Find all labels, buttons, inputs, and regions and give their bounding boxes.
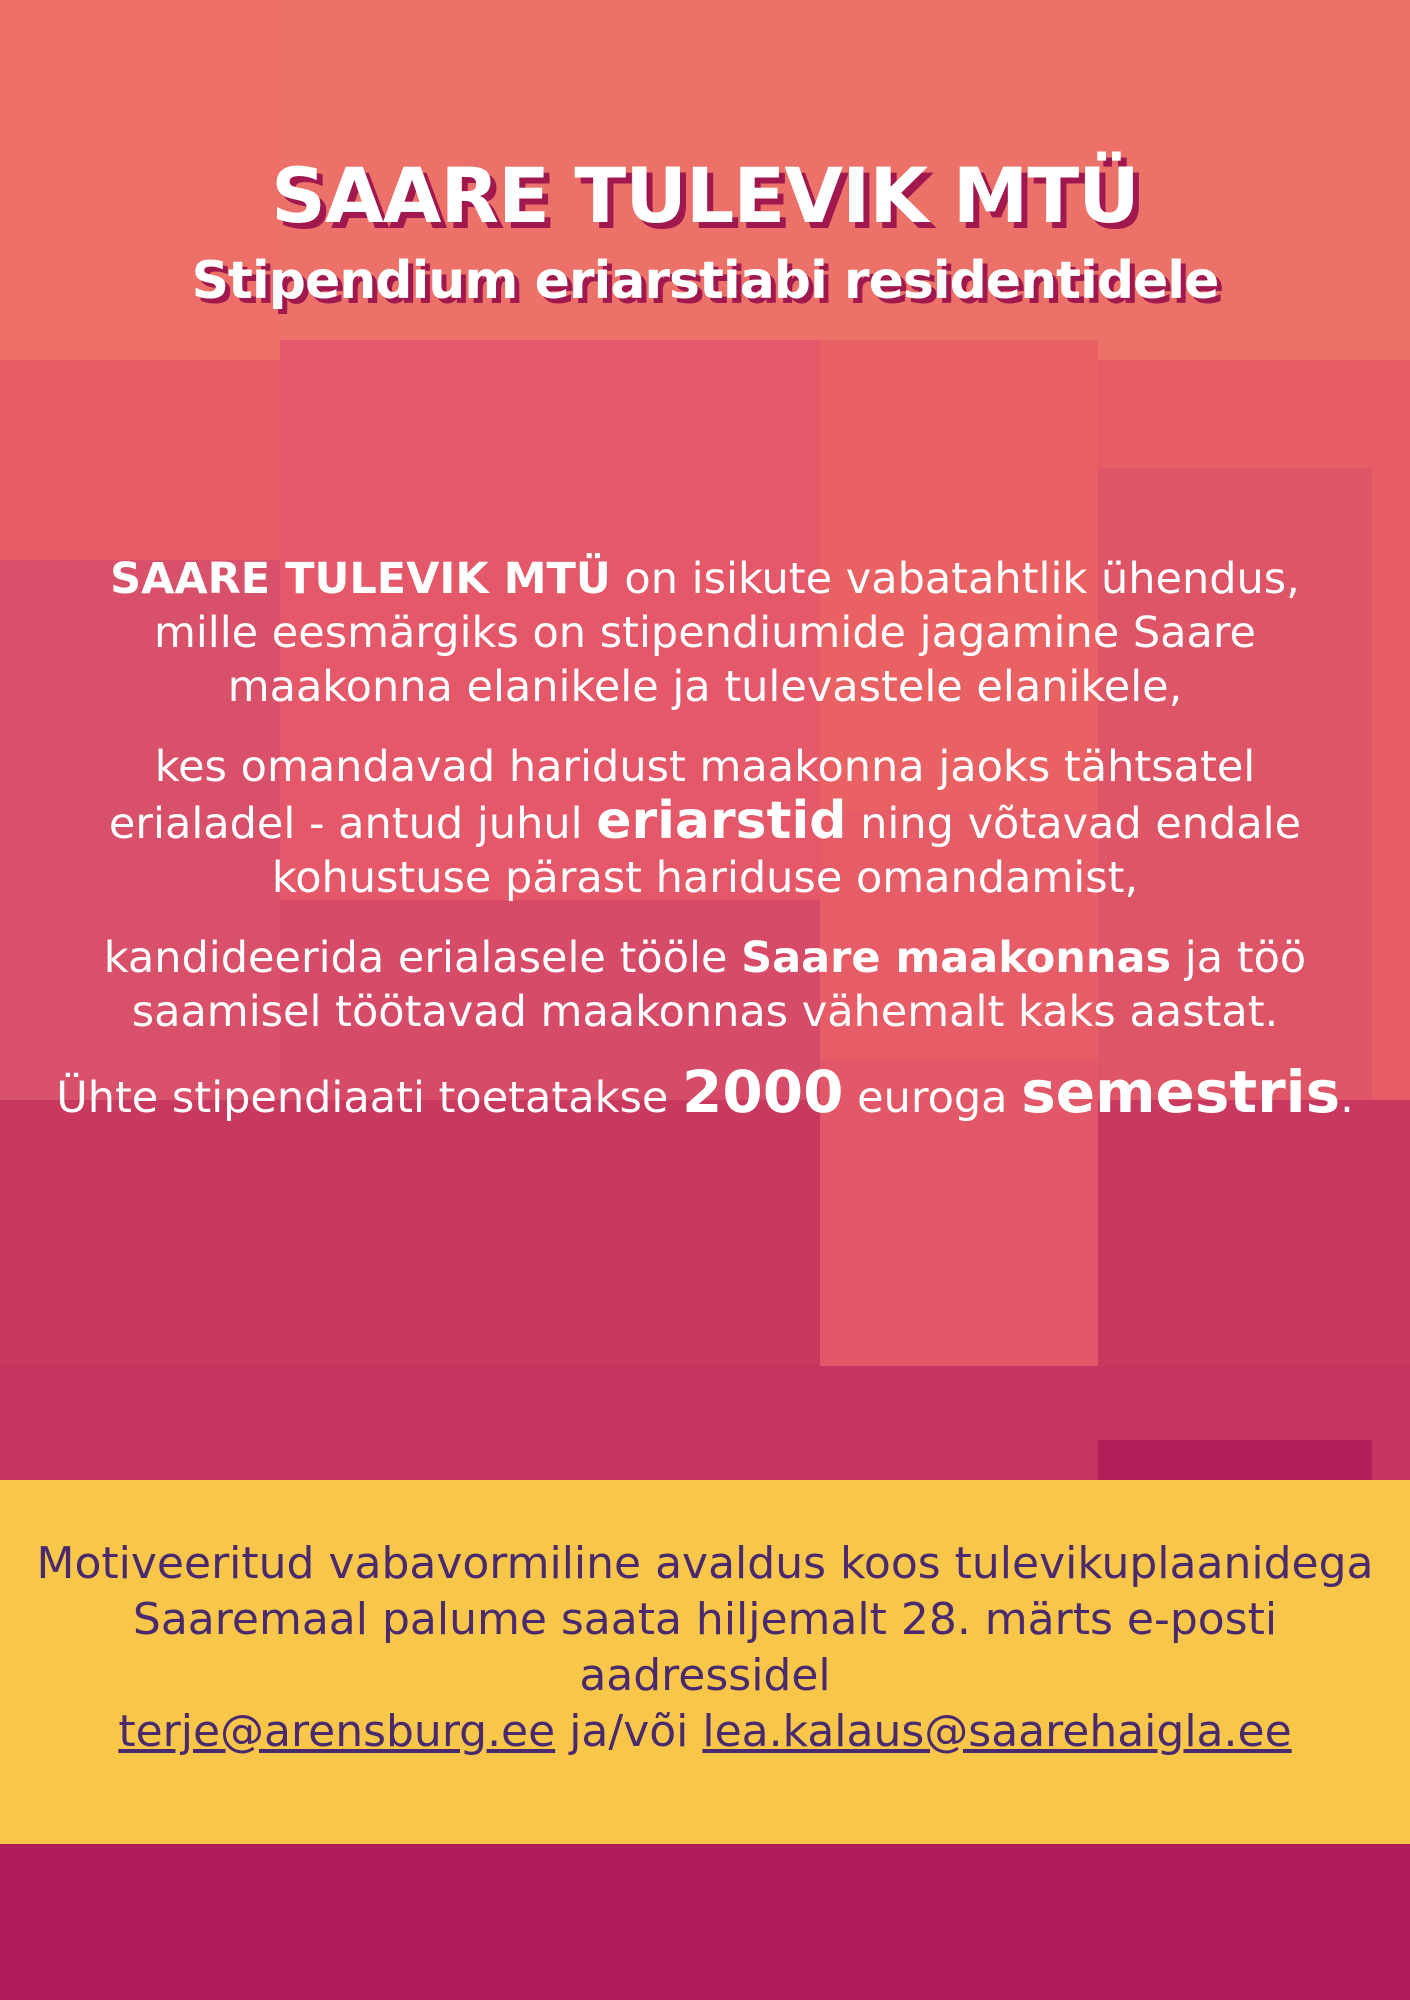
email-link-terje[interactable]: terje@arensburg.ee xyxy=(118,1706,556,1757)
semester-highlight: semestris xyxy=(1021,1058,1341,1126)
page-title: SAARE TULEVIK MTÜ xyxy=(271,151,1139,240)
education-text-start: kes omandavad haridust maakonna jaoks tähtsatel erialadel - antud juhul xyxy=(108,742,1256,849)
page-subtitle: Stipendium eriarstiabi residentidele xyxy=(191,251,1219,311)
bg-block xyxy=(1372,660,1410,1130)
intro-text: on isikute vabatahtlik ühendus, mille eesmärgiks on stipendiumide jagamine Saare maakonna elanikele ja tulevastele elanikele, xyxy=(153,554,1300,712)
amount-text-start: Ühte stipendiaati toetatakse xyxy=(56,1073,683,1123)
commitment-text-end: ja töö saamisel töötavad maakonnas vähemalt kaks aastat. xyxy=(131,933,1307,1037)
body-text xyxy=(55,552,1355,1151)
poster-header xyxy=(0,150,1410,314)
contact-instructions: Motiveeritud vabavormiline avaldus koos tulevikuplaanidega Saaremaal palume saata hiljemalt 28. märts e-posti aadressidel xyxy=(36,1538,1374,1701)
amount-period: . xyxy=(1340,1073,1354,1123)
paragraph-commitment xyxy=(55,931,1355,1039)
county-highlight: Saare maakonnas xyxy=(741,933,1172,983)
paragraph-education xyxy=(55,740,1355,905)
email-link-lea[interactable]: lea.kalaus@saarehaigla.ee xyxy=(702,1706,1292,1757)
specialists-highlight: eriarstid xyxy=(596,791,847,851)
paragraph-amount xyxy=(55,1058,1355,1126)
email-joiner: ja/või xyxy=(555,1706,703,1757)
education-text-end: ning võtavad endale kohustuse pärast hariduse omandamist, xyxy=(271,799,1302,903)
org-name: SAARE TULEVIK MTÜ xyxy=(110,554,611,604)
amount-currency-text: euroga xyxy=(843,1073,1022,1123)
commitment-text-start: kandideerida erialasele tööle xyxy=(103,933,742,983)
paragraph-intro xyxy=(55,552,1355,714)
bg-block xyxy=(1098,1440,1372,1480)
footer-band xyxy=(0,1844,1410,2000)
contact-text xyxy=(30,1536,1380,1760)
amount-value: 2000 xyxy=(682,1058,844,1126)
